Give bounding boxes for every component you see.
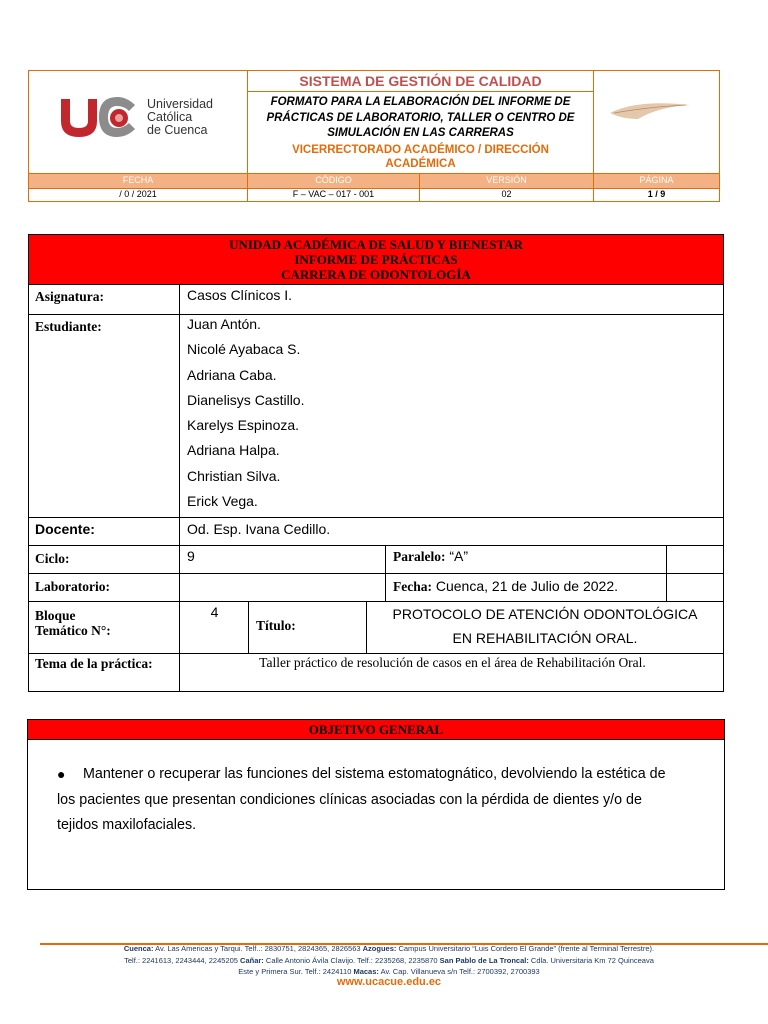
tema-label: Tema de la práctica: xyxy=(29,654,180,691)
footer-city: Cuenca: xyxy=(123,944,154,953)
docente-label: Docente: xyxy=(29,518,180,545)
footer-address: Campus Universitario “Luis Cordero El Grande” (frente al Terminal Terrestre). xyxy=(396,944,655,953)
header-labels-row xyxy=(29,173,719,189)
titulo-value xyxy=(367,602,723,650)
label-fecha: FECHA xyxy=(29,174,248,188)
cell-divider xyxy=(385,574,386,601)
fecha-label: Fecha: xyxy=(393,579,432,594)
value-pagina: 1 / 9 xyxy=(647,189,666,199)
footer-address: Cdla. Universitaria Km 72 Quinceava xyxy=(528,955,654,965)
logo-text-line: de Cuenca xyxy=(147,123,208,137)
unit-title: UNIDAD ACADÉMICA DE SALUD Y BIENESTAR xyxy=(229,237,523,252)
vice-line: ACADÉMICA xyxy=(385,157,456,170)
bloque-value: 4 xyxy=(210,604,219,620)
footer-address: Av. Cap. Villanueva s/n Telf.: 2700392, 2700393 xyxy=(378,967,540,976)
asignatura-label: Asignatura: xyxy=(29,285,180,314)
footer-address: Av. Las Americas y Tarqui. Telf..: 2830751, 2824365, 2826563 xyxy=(153,944,363,953)
value-version: 02 xyxy=(420,188,594,202)
row-laboratorio xyxy=(29,574,723,602)
cell-divider xyxy=(385,546,386,573)
student-name: Juan Antón. xyxy=(187,316,261,332)
fecha-cell xyxy=(393,574,618,599)
bullet-icon: ● xyxy=(57,766,66,782)
vicerrectorado-title xyxy=(248,142,593,171)
header-right-cell xyxy=(594,71,720,173)
report-title: INFORME DE PRÁCTICAS xyxy=(294,252,458,267)
student-name: Erick Vega. xyxy=(187,493,258,510)
format-title-line: PRÁCTICAS DE LABORATORIO, TALLER O CENTRO DE xyxy=(266,111,575,124)
paralelo-cell xyxy=(393,546,468,567)
label-version: VERSIÓN xyxy=(420,174,594,188)
fecha-value: Cuenca, 21 de Julio de 2022. xyxy=(435,578,619,594)
logo-text-line: Católica xyxy=(147,110,193,124)
cell-divider xyxy=(248,602,249,653)
asignatura-value: Casos Clínicos I. xyxy=(187,287,293,303)
header-title-cell xyxy=(248,71,594,173)
feather-decoration-icon xyxy=(608,97,692,121)
vice-line: VICERRECTORADO ACADÉMICO / DIRECCIÓN xyxy=(292,143,549,156)
format-title xyxy=(248,92,593,142)
bloque-label xyxy=(29,602,180,653)
students-list xyxy=(181,312,304,514)
website-link[interactable]: www.ucacue.edu.ec xyxy=(336,976,442,988)
university-name xyxy=(147,98,213,137)
student-name: Karelys Espinoza. xyxy=(187,417,300,434)
row-bloque xyxy=(29,602,723,654)
row-asignatura xyxy=(29,285,723,315)
footer-line xyxy=(0,943,768,955)
footer-city: San Pablo de La Troncal: xyxy=(439,955,529,965)
footer-address: Este y Primera Sur. Telf.: 2424110 xyxy=(238,967,354,976)
ciclo-label: Ciclo: xyxy=(29,546,180,573)
footer-line xyxy=(0,955,768,967)
format-title-line: SIMULACIÓN EN LAS CARRERAS xyxy=(327,127,514,139)
system-title: SISTEMA DE GESTIÓN DE CALIDAD xyxy=(248,71,593,92)
objetivo-general-box xyxy=(27,719,725,890)
student-name: Nicolé Ayabaca S. xyxy=(187,341,301,358)
tema-value: Taller práctico de resolución de casos en el área de Rehabilitación Oral. xyxy=(259,655,646,670)
student-name: Adriana Caba. xyxy=(187,366,277,383)
paralelo-value: “A” xyxy=(449,548,469,564)
university-logo-icon xyxy=(57,95,145,141)
estudiante-label: Estudiante: xyxy=(29,315,180,517)
laboratorio-label: Laboratorio: xyxy=(29,574,180,601)
student-name: Dianelisys Castillo. xyxy=(187,391,305,408)
paralelo-label: Paralelo: xyxy=(393,549,446,564)
footer-address: Calle Antonio Ávila Clavijo. Telf.: 2235268, 2235870 xyxy=(263,955,440,965)
footer-city: Macas: xyxy=(353,967,379,976)
document-header-table xyxy=(28,70,720,202)
objetivo-header: OBJETIVO GENERAL xyxy=(28,720,724,740)
label-codigo: CÓDIGO xyxy=(248,174,420,188)
bloque-label-line: Temático N°: xyxy=(35,623,111,638)
logo-cell xyxy=(29,71,248,173)
student-name: Adriana Halpa. xyxy=(187,442,280,459)
student-name: Christian Silva. xyxy=(187,467,281,484)
bloque-label-line: Bloque xyxy=(35,608,76,623)
cell-divider xyxy=(666,546,667,573)
form-red-header xyxy=(29,235,723,285)
row-ciclo xyxy=(29,546,723,574)
objetivo-text xyxy=(57,762,715,839)
titulo-line: EN REHABILITACIÓN ORAL. xyxy=(452,630,638,646)
value-fecha: / 0 / 2021 xyxy=(29,188,248,202)
footer-addresses xyxy=(0,943,768,978)
footer-city: Azogues: xyxy=(362,944,397,953)
informe-form-table xyxy=(28,234,724,692)
titulo-label: Título: xyxy=(256,618,296,633)
header-values-row xyxy=(29,188,719,202)
value-codigo: F – VAC – 017 - 001 xyxy=(248,188,420,202)
objetivo-line: los pacientes que presentan condiciones clínicas asociadas con la pérdida de dientes y/o de xyxy=(57,791,642,808)
objetivo-line: tejidos maxilofaciales. xyxy=(57,817,197,833)
docente-value: Od. Esp. Ivana Cedillo. xyxy=(187,521,331,537)
objetivo-line: Mantener o recuperar las funciones del sistema estomatognático, devolviendo la estética de xyxy=(83,766,666,782)
titulo-line: PROTOCOLO DE ATENCIÓN ODONTOLÓGICA xyxy=(392,606,698,622)
logo-text-line: Universidad xyxy=(147,97,214,111)
row-tema xyxy=(29,654,723,691)
row-estudiante xyxy=(29,315,723,518)
ciclo-value: 9 xyxy=(187,548,195,564)
footer-address: Telf.: 2241613, 2243444, 2245205 xyxy=(124,955,241,965)
label-pagina: PÁGINA xyxy=(639,175,674,185)
format-title-line: FORMATO PARA LA ELABORACIÓN DEL INFORME DE xyxy=(270,96,571,108)
career-title: CARRERA DE ODONTOLOGÍA xyxy=(281,267,471,282)
cell-divider xyxy=(666,574,667,601)
row-docente xyxy=(29,518,723,546)
footer-city: Cañar: xyxy=(240,955,264,965)
